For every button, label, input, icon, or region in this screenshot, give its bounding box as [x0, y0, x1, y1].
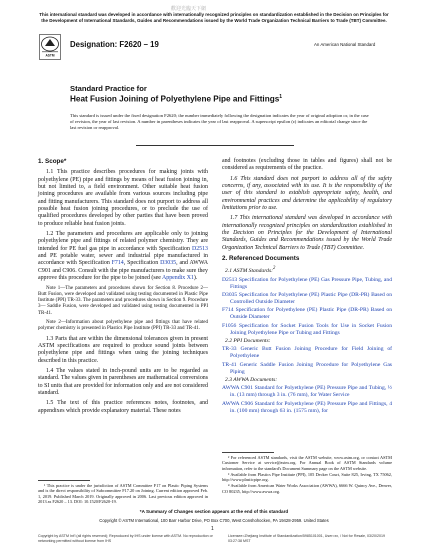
astm-reference-item [222, 292, 392, 306]
astm-logo-icon [39, 34, 61, 60]
footnote-divider-left [38, 480, 90, 481]
footnote-divider-right [222, 452, 274, 453]
header-divider [136, 145, 294, 146]
awwa-reference-item [222, 401, 392, 415]
astm-standards-label [222, 266, 392, 275]
left-column [38, 158, 208, 418]
paragraph-1-3: 1.3 Parts that are within the dimensional tolerances given in present ASTM specifications are required to produce sound joints between polyethylene pipe and fittings when using the joining techniques described in this practice. [38, 335, 208, 364]
footnote-4: ⁴ Available from American Water Works Association (AWWA), 6666 W. Quincy Ave., Denver, CO 80235, http://www.awwa.org. [222, 483, 392, 494]
reference-code-link[interactable]: F714 [222, 307, 234, 314]
astm-reference-item [222, 307, 392, 321]
issuance-statement: This standard is issued under the fixed designation F2620; the number immediately following the designation indicates the year of original adoption or, in the case of revision, the year of last revision. A number in parentheses indicates the year of last reapproval. A superscript epsilon (ε) indicates an editorial change since the last revision or reapproval. [70, 113, 369, 130]
paragraph-1-2 [38, 231, 208, 282]
ans-label: An American National Standard [314, 42, 376, 47]
awwa-reference-item [222, 385, 392, 399]
reference-title[interactable]: Generic Saddle Fusion Joining Procedure for Polyethylene Gas Piping [230, 361, 392, 375]
reference-code-link[interactable]: TR-41 [222, 361, 237, 368]
standard-title-text: Heat Fusion Joining of Polyethylene Pipe and Fittings [70, 94, 280, 104]
astm-logo [39, 34, 61, 60]
reference-code-link[interactable]: AWWA C901 [222, 385, 254, 392]
p1-2-b: and PE potable water, sewer and industrial pipe manufactured in accordance with Specification [38, 253, 208, 267]
paragraph-1-5-cont: and footnotes (excluding those in tables and figures) shall not be considered as requirements of the practice. [222, 158, 392, 172]
astm-standards-label-text: 2.1 ASTM Standards: [225, 268, 274, 275]
paragraph-1-4: 1.4 The values stated in inch-pound units are to be regarded as standard. The values given in parentheses are mathematical conversions to SI units that are provided for information only and are not considered standard. [38, 367, 208, 396]
reference-title[interactable]: Standard for Polyethylene (PE) Pressure Pipe and Fittings, 4 in. (100 mm) through 63 in. (1575 mm), for [230, 400, 392, 414]
ppi-reference-item [222, 362, 392, 376]
ppi-documents-label: 2.2 PPI Documents: [225, 337, 271, 344]
footnote-2: ² For referenced ASTM standards, visit the ASTM website, www.astm.org, or contact ASTM Customer Service at service@astm.org. For Annual Book of ASTM Standards volume information, refer to the standard's Document Summary page on the ASTM website. [222, 455, 392, 471]
reference-code-link[interactable]: AWWA C906 [222, 400, 254, 407]
scope-heading: 1. Scope* [38, 158, 67, 165]
astm-reference-item [222, 323, 392, 337]
link-f714[interactable]: F714 [111, 260, 124, 267]
referenced-documents-heading: 2. Referenced Documents [222, 255, 300, 263]
link-d2513[interactable]: D2513 [191, 245, 208, 252]
paragraph-1-6: 1.6 This standard does not purport to address all of the safety concerns, if any, associated with its use. It is the responsibility of the user of this standard to establish appropriate safety, health, and environmental practices and determine the applicability of regulatory limitations prior to use. [222, 175, 392, 212]
footnote-1: ¹ This practice is under the jurisdiction of ASTM Committee F17 on Plastic Piping Systems and is the direct responsibility of Subcommittee F17.20 on Joining. Current edition approved Feb. 1, 2019. Published March 2019. Originally approved in 2006. Last previous edition approved in 2013 as F2620 – 13. DOI: 10.1520/F2620-19. [38, 483, 208, 504]
summary-of-changes-note: *A Summary of Changes section appears at the end of this standard [139, 509, 289, 514]
astm-reference-item [222, 277, 392, 291]
designation: Designation: F2620 – 19 [70, 40, 159, 49]
reference-title[interactable]: Specification for Polyethylene (PE) Gas Pressure Pipe, Tubing, and Fittings [230, 276, 392, 290]
reference-title[interactable]: Standard for Polyethylene (PE) Pressure Pipe and Tubing, ½ in. (13 mm) through 3 in. (76 mm), for Water Service [230, 385, 392, 399]
awwa-reference-list [222, 385, 392, 414]
standard-type: Standard Practice for [70, 84, 147, 93]
ppi-reference-list [222, 346, 392, 375]
right-column [222, 158, 392, 416]
p1-2-a: 1.2 The parameters and procedures are applicable only to joining polyethylene pipe and fittings of related polymer chemistry. They are intended for PE fuel gas pipe in accordance with Specification [38, 231, 208, 252]
astm-footnote-mark: 2 [273, 266, 276, 272]
page-number: 1 [211, 526, 214, 532]
license-left: Copyright by ASTM Int'l (all rights reserved); Reproduced by IHS under license with ASTM. No reproduction or networking permitted without license from IHS [38, 534, 213, 543]
svg-text:ASTM: ASTM [45, 53, 55, 58]
reference-code-link[interactable]: TR-33 [222, 346, 237, 353]
copyright-line: Copyright © ASTM International, 100 Barr Harbor Drive, PO Box C700, West Conshohocken, PA 19428-2959. United States [99, 518, 329, 523]
reference-title[interactable]: Generic Butt Fusion Joining Procedure for Field Joining of Polyethylene [230, 346, 392, 360]
paragraph-1-1: 1.1 This practice describes procedures for making joints with polyethylene (PE) pipe and fittings by means of heat fusion joining in, but not limited to, a field environment. Other suitable heat fusion joining procedures are available from various sources including pipe and fitting manufacturers. This standard does not purport to address all possible heat fusion joining procedures, or to preclude the use of qualified procedures developed by other parties that have been proved to produce reliable heat fusion joints. [38, 169, 208, 227]
p1-2-e: ). [193, 275, 198, 282]
reference-title[interactable]: Specification for Polyethylene (PE) Plastic Pipe (DR-PR) Based on Controlled Outside Diameter [230, 292, 392, 305]
paragraph-1-7: 1.7 This international standard was developed in accordance with internationally recognized principles on standardization established in the Decision on Principles for the Development of International Standards, Guides and Recommendations issued by the World Trade Organization Technical Barriers to Trade (TBT) Committee. [222, 215, 392, 251]
top-notice: This international standard was developed in accordance with internationally recognized principles on standardization established in the Decision on Principles for the Development of International Standards, Guides and Recommendations issued by the World Trade Organization Technical Barriers to Trade (TBT) Committee. [39, 12, 389, 23]
reference-code-link[interactable]: F1056 [222, 322, 237, 329]
footnote-3: ³ Available from Plastics Pipe Institute (PPI), 105 Decker Court, Suite 825, Irving, TX 75062, http://www.plasticpipe.org. [222, 471, 392, 483]
p1-2-c: , Specification [123, 260, 161, 267]
watermark: 歡迎光臨天下網 [171, 6, 207, 12]
paragraph-1-5: 1.5 The text of this practice references notes, footnotes, and appendixes which provide explanatory material. These notes [38, 400, 208, 414]
link-d3035[interactable]: D3035 [160, 260, 177, 267]
note-2: Note 2—Information about polyethylene pipe and fittings that have related polymer chemistry is presented in Plastics Pipe Institute (PPI) TR-33 and TR-41. [38, 319, 208, 332]
reference-title[interactable]: Specification for Socket Fusion Tools for Use in Socket Fusion Joining Polyethylene Pipe or Tubing and Fittings [230, 322, 392, 336]
title-footnote-mark: 1 [279, 94, 283, 100]
ppi-reference-item [222, 346, 392, 360]
reference-code-link[interactable]: D3035 [222, 292, 238, 299]
license-right: Licensee=Zhejiang Institute of Standardization/5985101001, User=xx, / Not for Resale, 03/20/2019 03:27:38 MST [228, 534, 386, 543]
note-1: Note 1—The parameters and procedures shown for Section 8. Procedure 2—Butt Fusion, were developed and validated using testing documented in Plastic Pipe Institute (PPI) TR-33. The parameters and procedures shown in Section 9. Procedure 3— Saddle Fusion, were developed and validated using testing documented in PPI TR-41. [38, 285, 208, 316]
standard-title [70, 94, 282, 104]
footnotes-right [222, 455, 392, 494]
p1-2-d: , and AWWA C901 and C906. Consult with the pipe manufacturers to make sure they approve this procedure for the pipe to be joined (see [38, 260, 208, 282]
reference-code-link[interactable]: D2513 [222, 276, 238, 283]
reference-title[interactable]: Specification for Polyethylene (PE) Plastic Pipe (DR-PR) Based on Outside Diameter [230, 307, 392, 321]
awwa-documents-label: 2.3 AWWA Documents: [225, 377, 278, 384]
link-appendix-x1[interactable]: Appendix X1 [162, 275, 194, 282]
astm-reference-list [222, 277, 392, 337]
